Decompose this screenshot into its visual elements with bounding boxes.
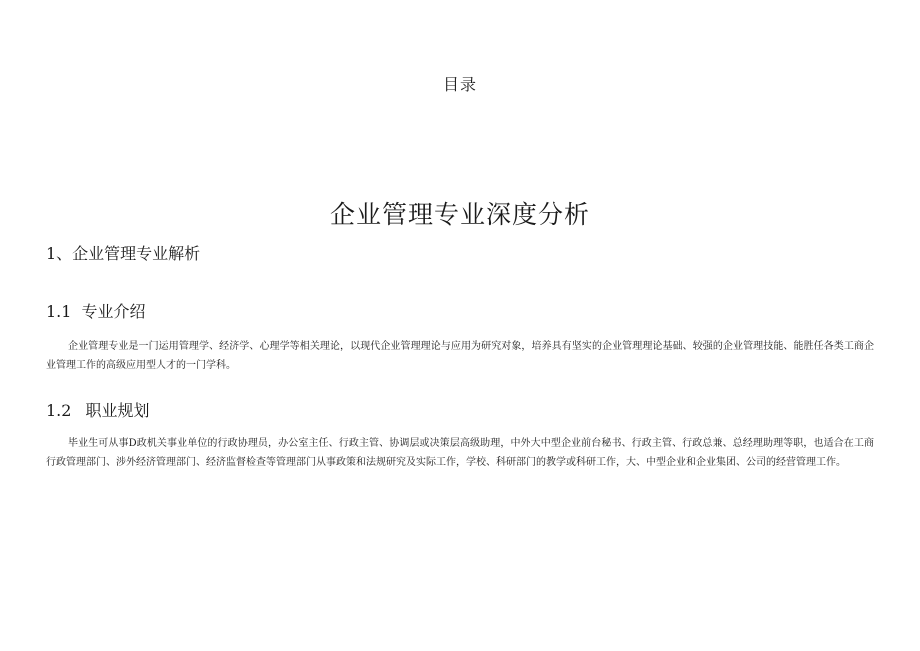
subsection-title: 专业介绍	[81, 302, 146, 321]
subsection-heading-career	[46, 398, 149, 421]
subsection-number: 1.2	[46, 401, 72, 420]
subsection-number: 1.1	[46, 302, 72, 321]
paragraph-career: 毕业生可从事D政机关事业单位的行政协理员，办公室主任、行政主管、协调层或决策层高级助理，中外大中型企业前台秘书、行政主管、行政总兼、总经理助理等职，也适合在工商行政管理部门、涉外经济管理部门、经济监督检查等管理部门从事政策和法规研究及实际工作，学校、科研部门的教学或科研工作，大、中型企业和企业集团、公司的经营管理工作。	[46, 438, 874, 468]
document-title: 企业管理专业深度分析	[329, 200, 590, 229]
section-heading: 1、企业管理专业解析	[46, 244, 201, 263]
paragraph-intro: 企业管理专业是一门运用管理学、经济学、心理学等相关理论，以现代企业管理理论与应用为研究对象，培养具有坚实的企业管理理论基础、较强的企业管理技能、能胜任各类工商企业管理工作的高级应用型人才的一门学科。	[46, 341, 874, 371]
subsection-title: 职业规划	[85, 401, 150, 420]
toc-title: 目录	[442, 75, 477, 94]
subsection-heading-intro	[46, 299, 145, 322]
